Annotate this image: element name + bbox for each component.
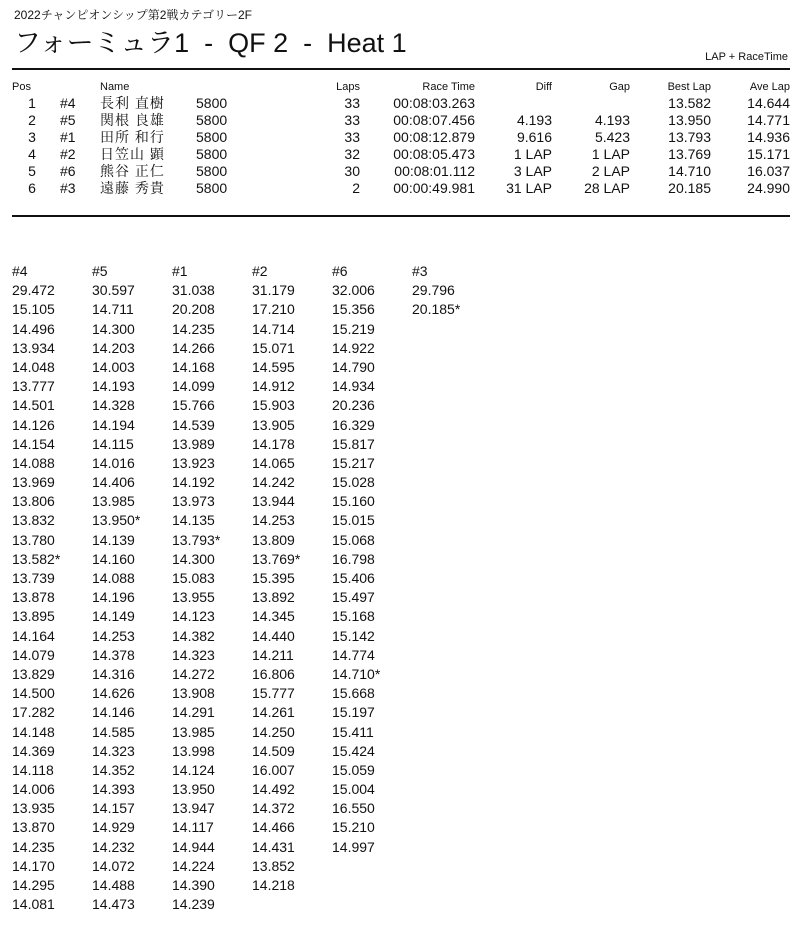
col-header-name: Name [100, 81, 130, 93]
report-mode-label: LAP + RaceTime [705, 51, 788, 63]
lap-time: 14.539 [172, 416, 215, 433]
result-laps: 33 [344, 95, 360, 111]
result-row [12, 129, 790, 146]
result-class: 5800 [196, 146, 228, 162]
lap-time: 14.585 [92, 723, 135, 740]
lap-time: 14.079 [12, 646, 55, 663]
lap-time: 14.323 [172, 646, 215, 663]
lap-time: 13.892 [252, 589, 295, 606]
lap-time: 13.969 [12, 474, 55, 491]
lap-time: 14.117 [172, 819, 214, 836]
lap-time: 14.266 [172, 339, 215, 356]
lap-time: 15.197 [332, 704, 375, 721]
result-diff: 31 LAP [506, 180, 552, 196]
lap-time: 14.148 [12, 723, 55, 740]
result-gap: 2 LAP [591, 163, 630, 179]
lap-column [12, 262, 90, 914]
result-row [12, 146, 790, 163]
lap-time: 14.382 [172, 627, 215, 644]
lap-time: 13.973 [172, 493, 215, 510]
lap-time: 16.329 [332, 416, 375, 433]
lap-time: 13.895 [12, 608, 55, 625]
lap-time: 14.509 [252, 742, 295, 759]
lap-time: 14.378 [92, 646, 135, 663]
lap-time: 13.950* [92, 512, 141, 529]
lap-time: 20.208 [172, 301, 215, 318]
lap-time: 13.989 [172, 435, 215, 452]
result-diff: 1 LAP [513, 146, 552, 162]
lap-time: 14.501 [12, 397, 55, 414]
lap-time: 15.219 [332, 320, 375, 337]
result-driver-name: 熊谷 正仁 [100, 163, 165, 179]
lap-time: 14.352 [92, 761, 135, 778]
top-divider [12, 68, 790, 70]
result-class: 5800 [196, 163, 228, 179]
lap-time: 20.236 [332, 397, 375, 414]
lap-time: 14.211 [252, 646, 294, 663]
lap-time: 14.774 [332, 646, 375, 663]
result-pos: 6 [28, 180, 36, 196]
results-header-row [12, 80, 790, 95]
lap-time: 13.955 [172, 589, 215, 606]
lap-time: 14.124 [172, 761, 215, 778]
lap-time: 17.282 [12, 704, 55, 721]
lap-time: 16.798 [332, 550, 375, 567]
result-best-lap: 13.793 [668, 129, 711, 145]
result-pos: 3 [28, 129, 36, 145]
lap-time: 14.790 [332, 358, 375, 375]
lap-time: 13.793* [172, 531, 221, 548]
lap-time: 14.164 [12, 627, 55, 644]
result-class: 5800 [196, 112, 228, 128]
lap-time: 14.003 [92, 358, 135, 375]
lap-time: 14.196 [92, 589, 135, 606]
lap-time: 14.714 [252, 320, 295, 337]
result-driver-name: 遠藤 秀貴 [100, 180, 165, 196]
lap-time: 14.291 [172, 704, 215, 721]
lap-times-grid [12, 262, 572, 942]
lap-time: 14.239 [172, 896, 215, 913]
lap-time: 14.065 [252, 454, 295, 471]
lap-time: 14.250 [252, 723, 295, 740]
lap-time: 13.852 [252, 857, 295, 874]
lap-time: 14.393 [92, 781, 135, 798]
lap-time: 29.796 [412, 282, 455, 299]
result-row [12, 95, 790, 112]
lap-time: 14.154 [12, 435, 55, 452]
lap-time: 14.170 [12, 857, 55, 874]
lap-time: 14.372 [252, 800, 295, 817]
lap-time: 14.997 [332, 838, 375, 855]
result-gap: 1 LAP [591, 146, 630, 162]
lap-column [172, 262, 250, 914]
lap-column-car: #5 [92, 263, 108, 279]
lap-time: 14.126 [12, 416, 55, 433]
result-best-lap: 13.950 [668, 112, 711, 128]
lap-time: 14.242 [252, 474, 295, 491]
lap-time: 14.016 [92, 454, 135, 471]
lap-time: 14.072 [92, 857, 135, 874]
lap-time: 15.356 [332, 301, 375, 318]
result-pos: 5 [28, 163, 36, 179]
lap-time: 14.595 [252, 358, 295, 375]
lap-time: 14.218 [252, 877, 295, 893]
lap-time: 13.582* [12, 550, 61, 567]
lap-time: 15.217 [332, 454, 375, 471]
lap-time: 14.123 [172, 608, 215, 625]
result-ave-lap: 14.644 [747, 95, 790, 111]
lap-time: 14.711 [92, 301, 134, 318]
lap-time: 14.192 [172, 474, 215, 491]
result-best-lap: 14.710 [668, 163, 711, 179]
lap-time: 13.777 [12, 378, 55, 395]
lap-time: 15.015 [332, 512, 375, 529]
lap-time: 14.253 [252, 512, 295, 529]
lap-time: 15.766 [172, 397, 215, 414]
lap-time: 14.088 [12, 454, 55, 471]
result-ave-lap: 15.171 [747, 146, 790, 162]
col-header-race-time: Race Time [422, 81, 475, 93]
lap-time: 17.210 [252, 301, 295, 318]
result-row [12, 112, 790, 129]
lap-time: 13.780 [12, 531, 55, 548]
result-car-number: #5 [60, 112, 76, 128]
lap-time: 14.139 [92, 531, 135, 548]
lap-time: 14.088 [92, 570, 135, 586]
result-race-time: 00:08:05.473 [393, 146, 475, 162]
result-car-number: #2 [60, 146, 76, 162]
lap-time: 14.168 [172, 358, 215, 375]
result-laps: 2 [352, 180, 360, 196]
lap-time: 32.006 [332, 282, 375, 299]
lap-time: 16.007 [252, 761, 295, 778]
result-best-lap: 13.769 [668, 146, 711, 162]
lap-time: 14.390 [172, 877, 215, 893]
result-class: 5800 [196, 129, 228, 145]
lap-time: 15.068 [332, 531, 375, 548]
page-title: フォーミュラ1 - QF 2 - Heat 1 [14, 28, 407, 58]
result-car-number: #1 [60, 129, 76, 145]
lap-time: 13.832 [12, 512, 55, 529]
lap-time: 15.668 [332, 685, 375, 702]
lap-time: 14.081 [12, 896, 55, 913]
lap-time: 14.272 [172, 665, 215, 682]
result-gap: 4.193 [594, 112, 630, 128]
results-table [12, 80, 790, 197]
col-header-ave-lap: Ave Lap [749, 81, 790, 93]
lap-time: 14.626 [92, 685, 135, 702]
lap-time: 15.004 [332, 781, 375, 798]
lap-time: 14.193 [92, 378, 135, 395]
lap-time: 14.295 [12, 877, 55, 893]
lap-time: 15.160 [332, 493, 375, 510]
result-driver-name: 関根 良雄 [100, 112, 165, 128]
result-race-time: 00:08:01.112 [394, 163, 475, 179]
lap-time: 13.806 [12, 493, 55, 510]
lap-time: 16.550 [332, 800, 375, 817]
lap-time: 31.038 [172, 282, 215, 299]
lap-time: 14.157 [92, 800, 135, 817]
lap-time: 15.411 [332, 723, 374, 740]
lap-time: 14.492 [252, 781, 295, 798]
lap-time: 13.739 [12, 570, 55, 586]
lap-column [92, 262, 170, 914]
result-laps: 32 [344, 146, 360, 162]
result-diff: 4.193 [516, 112, 552, 128]
result-gap: 28 LAP [584, 180, 630, 196]
result-pos: 4 [28, 146, 36, 162]
lap-time: 13.908 [172, 685, 215, 702]
lap-time: 14.466 [252, 819, 295, 836]
lap-time: 14.710* [332, 665, 381, 682]
lap-time: 14.235 [12, 838, 55, 855]
lap-time: 15.168 [332, 608, 375, 625]
lap-time: 15.903 [252, 397, 295, 414]
lap-time: 14.300 [172, 550, 215, 567]
lap-column-car: #1 [172, 263, 188, 279]
lap-time: 14.253 [92, 627, 135, 644]
lap-time: 15.028 [332, 474, 375, 491]
lap-time: 14.300 [92, 320, 135, 337]
lap-time: 14.178 [252, 435, 295, 452]
lap-time: 14.316 [92, 665, 135, 682]
lap-time: 15.210 [332, 819, 375, 836]
lap-column [412, 262, 490, 320]
result-laps: 33 [344, 129, 360, 145]
result-gap: 5.423 [594, 129, 630, 145]
lap-time: 14.224 [172, 857, 215, 874]
lap-time: 14.473 [92, 896, 135, 913]
result-laps: 33 [344, 112, 360, 128]
result-driver-name: 日笠山 顕 [100, 146, 165, 162]
lap-column-car: #2 [252, 263, 268, 279]
lap-time: 13.905 [252, 416, 295, 433]
lap-time: 14.488 [92, 877, 135, 893]
bottom-divider [12, 215, 790, 217]
lap-time: 14.934 [332, 378, 375, 395]
lap-time: 13.934 [12, 339, 55, 356]
lap-time: 13.809 [252, 531, 295, 548]
result-race-time: 00:08:07.456 [393, 112, 475, 128]
lap-time: 14.115 [92, 435, 134, 452]
lap-time: 14.944 [172, 838, 215, 855]
lap-time: 14.912 [252, 378, 295, 395]
lap-time: 15.105 [12, 301, 55, 318]
lap-time: 13.944 [252, 493, 295, 510]
lap-time: 14.323 [92, 742, 135, 759]
result-pos: 2 [28, 112, 36, 128]
result-ave-lap: 24.990 [747, 180, 790, 196]
lap-time: 15.071 [252, 339, 295, 356]
lap-time: 14.406 [92, 474, 135, 491]
lap-time: 14.048 [12, 358, 55, 375]
lap-time: 29.472 [12, 282, 55, 299]
result-pos: 1 [28, 95, 36, 111]
result-ave-lap: 14.936 [747, 129, 790, 145]
lap-column [332, 262, 410, 857]
lap-time: 14.496 [12, 320, 55, 337]
result-car-number: #4 [60, 95, 76, 111]
lap-time: 14.328 [92, 397, 135, 414]
lap-time: 15.817 [332, 435, 375, 452]
lap-time: 14.160 [92, 550, 135, 567]
result-driver-name: 田所 和行 [100, 129, 165, 145]
lap-time: 13.870 [12, 819, 55, 836]
lap-time: 14.431 [252, 838, 295, 855]
lap-time: 15.142 [332, 627, 375, 644]
lap-column-car: #3 [412, 263, 428, 279]
result-race-time: 00:08:12.879 [393, 129, 475, 145]
result-ave-lap: 14.771 [747, 112, 790, 128]
lap-time: 14.194 [92, 416, 135, 433]
lap-time: 13.998 [172, 742, 215, 759]
col-header-diff: Diff [535, 81, 552, 93]
result-car-number: #3 [60, 180, 76, 196]
lap-time: 31.179 [252, 282, 295, 299]
lap-time: 14.135 [172, 512, 215, 529]
col-header-pos: Pos [12, 81, 31, 93]
lap-time: 15.059 [332, 761, 375, 778]
lap-time: 14.006 [12, 781, 55, 798]
lap-time: 13.829 [12, 665, 55, 682]
lap-time: 15.395 [252, 570, 295, 586]
lap-time: 20.185* [412, 301, 461, 318]
lap-time: 14.929 [92, 819, 135, 836]
lap-time: 13.985 [172, 723, 215, 740]
result-class: 5800 [196, 180, 228, 196]
col-header-laps: Laps [336, 81, 360, 93]
lap-time: 15.777 [252, 685, 295, 702]
lap-time: 14.500 [12, 685, 55, 702]
lap-time: 15.083 [172, 570, 215, 586]
col-header-best-lap: Best Lap [667, 81, 711, 93]
lap-time: 13.769* [252, 550, 301, 567]
lap-time: 14.261 [252, 704, 295, 721]
lap-time: 14.149 [92, 608, 135, 625]
lap-time: 13.923 [172, 454, 215, 471]
event-subtitle: 2022チャンピオンシップ第2戦カテゴリー2F [14, 8, 252, 22]
lap-time: 15.497 [332, 589, 375, 606]
lap-column [252, 262, 330, 895]
lap-time: 13.935 [12, 800, 55, 817]
result-best-lap: 13.582 [668, 95, 711, 111]
result-ave-lap: 16.037 [747, 163, 790, 179]
lap-time: 14.099 [172, 378, 215, 395]
lap-column-car: #6 [332, 263, 348, 279]
lap-time: 14.203 [92, 339, 135, 356]
lap-time: 14.345 [252, 608, 295, 625]
col-header-gap: Gap [609, 81, 630, 93]
lap-time: 14.369 [12, 742, 55, 759]
lap-time: 13.947 [172, 800, 215, 817]
results-body [12, 95, 790, 197]
result-row [12, 180, 790, 197]
lap-time: 14.118 [12, 761, 54, 778]
lap-time: 16.806 [252, 665, 295, 682]
result-best-lap: 20.185 [668, 180, 711, 196]
lap-column-car: #4 [12, 263, 28, 279]
lap-time: 13.950 [172, 781, 215, 798]
result-race-time: 00:08:03.263 [393, 95, 475, 111]
result-class: 5800 [196, 95, 228, 111]
lap-time: 14.922 [332, 339, 375, 356]
lap-time: 13.985 [92, 493, 135, 510]
result-diff: 3 LAP [513, 163, 552, 179]
lap-time: 14.232 [92, 838, 135, 855]
lap-time: 15.424 [332, 742, 375, 759]
lap-time: 13.878 [12, 589, 55, 606]
result-car-number: #6 [60, 163, 76, 179]
result-race-time: 00:00:49.981 [393, 180, 475, 196]
lap-time: 14.146 [92, 704, 135, 721]
lap-time: 14.235 [172, 320, 215, 337]
result-row [12, 163, 790, 180]
result-diff: 9.616 [516, 129, 552, 145]
lap-time: 14.440 [252, 627, 295, 644]
result-driver-name: 長利 直樹 [100, 95, 165, 111]
lap-time: 30.597 [92, 282, 135, 299]
lap-time: 15.406 [332, 570, 375, 586]
result-laps: 30 [344, 163, 360, 179]
